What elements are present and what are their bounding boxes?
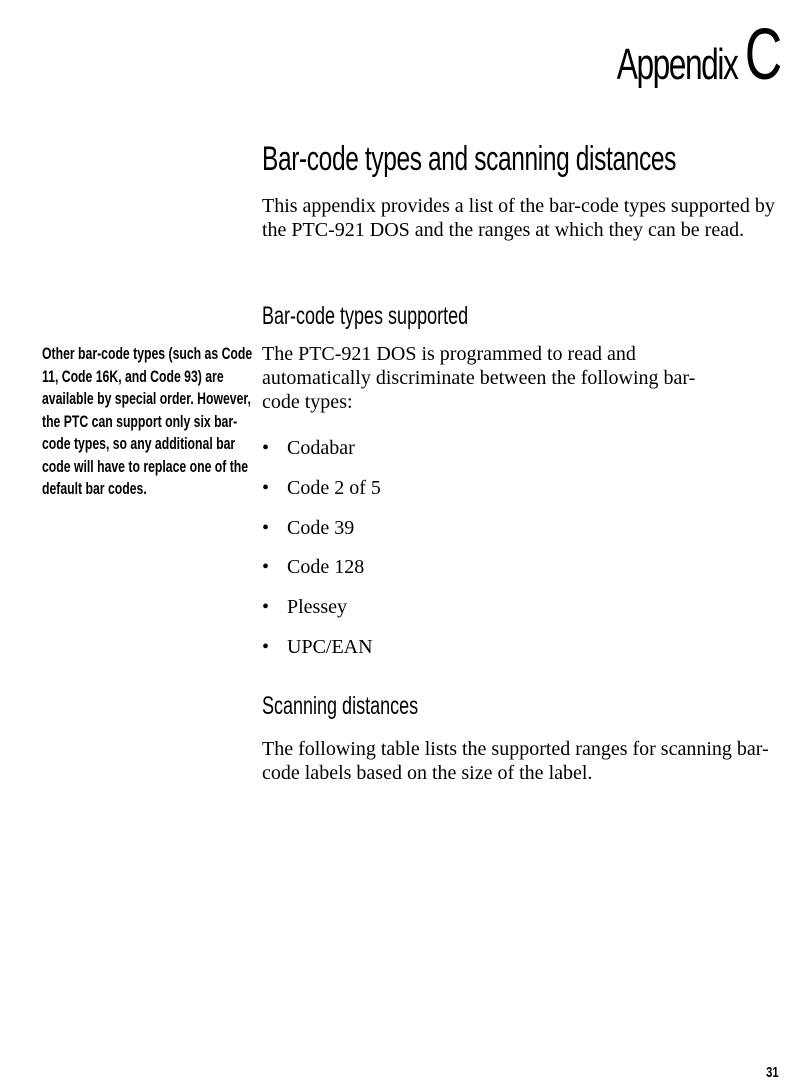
list-item: • Codabar xyxy=(262,437,355,459)
list-item-text: Code 2 of 5 xyxy=(287,476,381,499)
page-number: 31 xyxy=(766,1064,779,1081)
list-item: • Code 39 xyxy=(262,516,355,539)
list-item-text: Codabar xyxy=(287,437,355,459)
list-item: • UPC/EAN xyxy=(262,635,373,658)
list-item-text: Plessey xyxy=(287,596,347,619)
chapter-heading xyxy=(617,14,781,96)
list-item: • Code 128 xyxy=(262,556,365,579)
list-item-text: Code 39 xyxy=(287,516,355,539)
chapter-letter: C xyxy=(745,15,781,95)
list-item: • Code 2 of 5 xyxy=(262,476,381,499)
list-item-text: Code 128 xyxy=(287,556,365,579)
list-item-text: UPC/EAN xyxy=(287,635,373,658)
bar-code-list xyxy=(262,436,381,675)
section-heading-types: Bar-code types supported xyxy=(262,302,469,330)
types-paragraph: The PTC-921 DOS is programmed to read and automatically discriminate between the following bar-code types: xyxy=(262,343,696,413)
distances-paragraph: The following table lists the supported ranges for scanning bar-code labels based on the size of the label. xyxy=(262,738,769,784)
page-title: Bar-code types and scanning distances xyxy=(262,140,676,178)
list-item: • Plessey xyxy=(262,596,347,619)
section-heading-distances: Scanning distances xyxy=(262,692,419,720)
side-note: Other bar-code types (such as Code 11, Code 16K, and Code 93) are available by special order. However, the PTC can support only six bar-code types, so any additional bar code will have to replace one of the default bar codes. xyxy=(41,344,253,498)
chapter-label: Appendix xyxy=(617,40,738,89)
intro-paragraph: This appendix provides a list of the bar-code types supported by the PTC-921 DOS and the ranges at which they can be read. xyxy=(262,195,775,241)
